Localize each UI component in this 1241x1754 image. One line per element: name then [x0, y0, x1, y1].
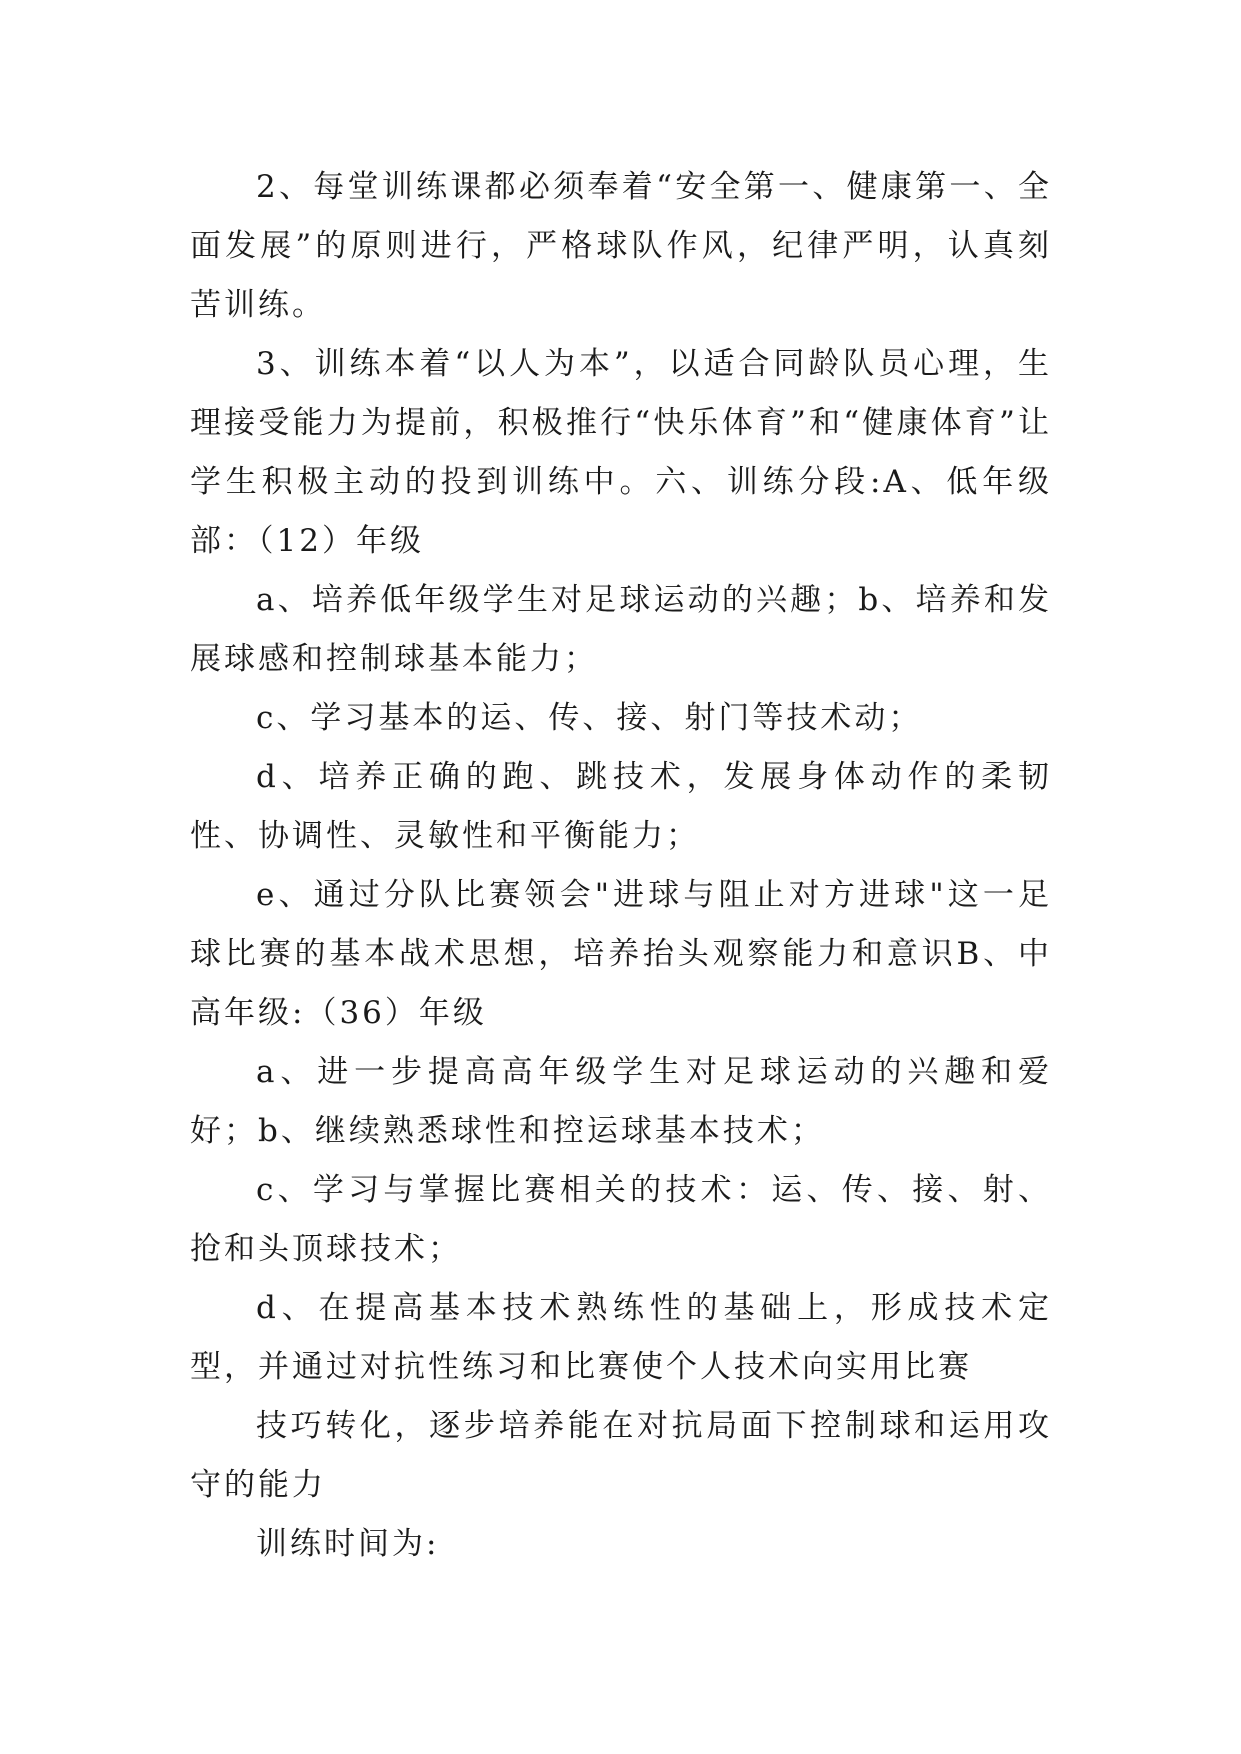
paragraph-lower-grade-d: d、培养正确的跑、跳技术，发展身体动作的柔韧性、协调性、灵敏性和平衡能力；	[190, 759, 1052, 854]
paragraph-upper-grade-a-b: a、进一步提高高年级学生对足球运动的兴趣和爱好；b、继续熟悉球性和控运球基本技术；	[190, 1054, 1052, 1149]
paragraph-upper-grade-c: c、学习与掌握比赛相关的技术：运、传、接、射、抢和头顶球技术；	[190, 1172, 1052, 1267]
paragraph-people-oriented: 3、训练本着“以人为本”，以适合同龄队员心理，生理接受能力为提前，积极推行“快乐体育”和“健康体育”让学生积极主动的投到训练中。六、训练分段:A、低年级部：（12）年级	[190, 346, 1052, 559]
paragraph-skill-transfer: 技巧转化，逐步培养能在对抗局面下控制球和运用攻守的能力	[190, 1408, 1052, 1503]
paragraph-lower-grade-e: e、通过分队比赛领会"进球与阻止对方进球"这一足球比赛的基本战术思想，培养抬头观察能力和意识B、中高年级:（36）年级	[190, 877, 1052, 1031]
paragraph-lower-grade-c: c、学习基本的运、传、接、射门等技术动；	[256, 700, 923, 736]
paragraph-upper-grade-d: d、在提高基本技术熟练性的基础上，形成技术定型，并通过对抗性练习和比赛使个人技术向实用比赛	[190, 1290, 1052, 1385]
document-body	[190, 158, 1052, 1574]
paragraph-lower-grade-a-b: a、培养低年级学生对足球运动的兴趣；b、培养和发展球感和控制球基本能力；	[190, 582, 1052, 677]
paragraph-training-time: 训练时间为:	[256, 1526, 440, 1562]
paragraph-safety-principle: 2、每堂训练课都必须奉着“安全第一、健康第一、全面发展”的原则进行，严格球队作风，纪律严明，认真刻苦训练。	[190, 169, 1052, 323]
